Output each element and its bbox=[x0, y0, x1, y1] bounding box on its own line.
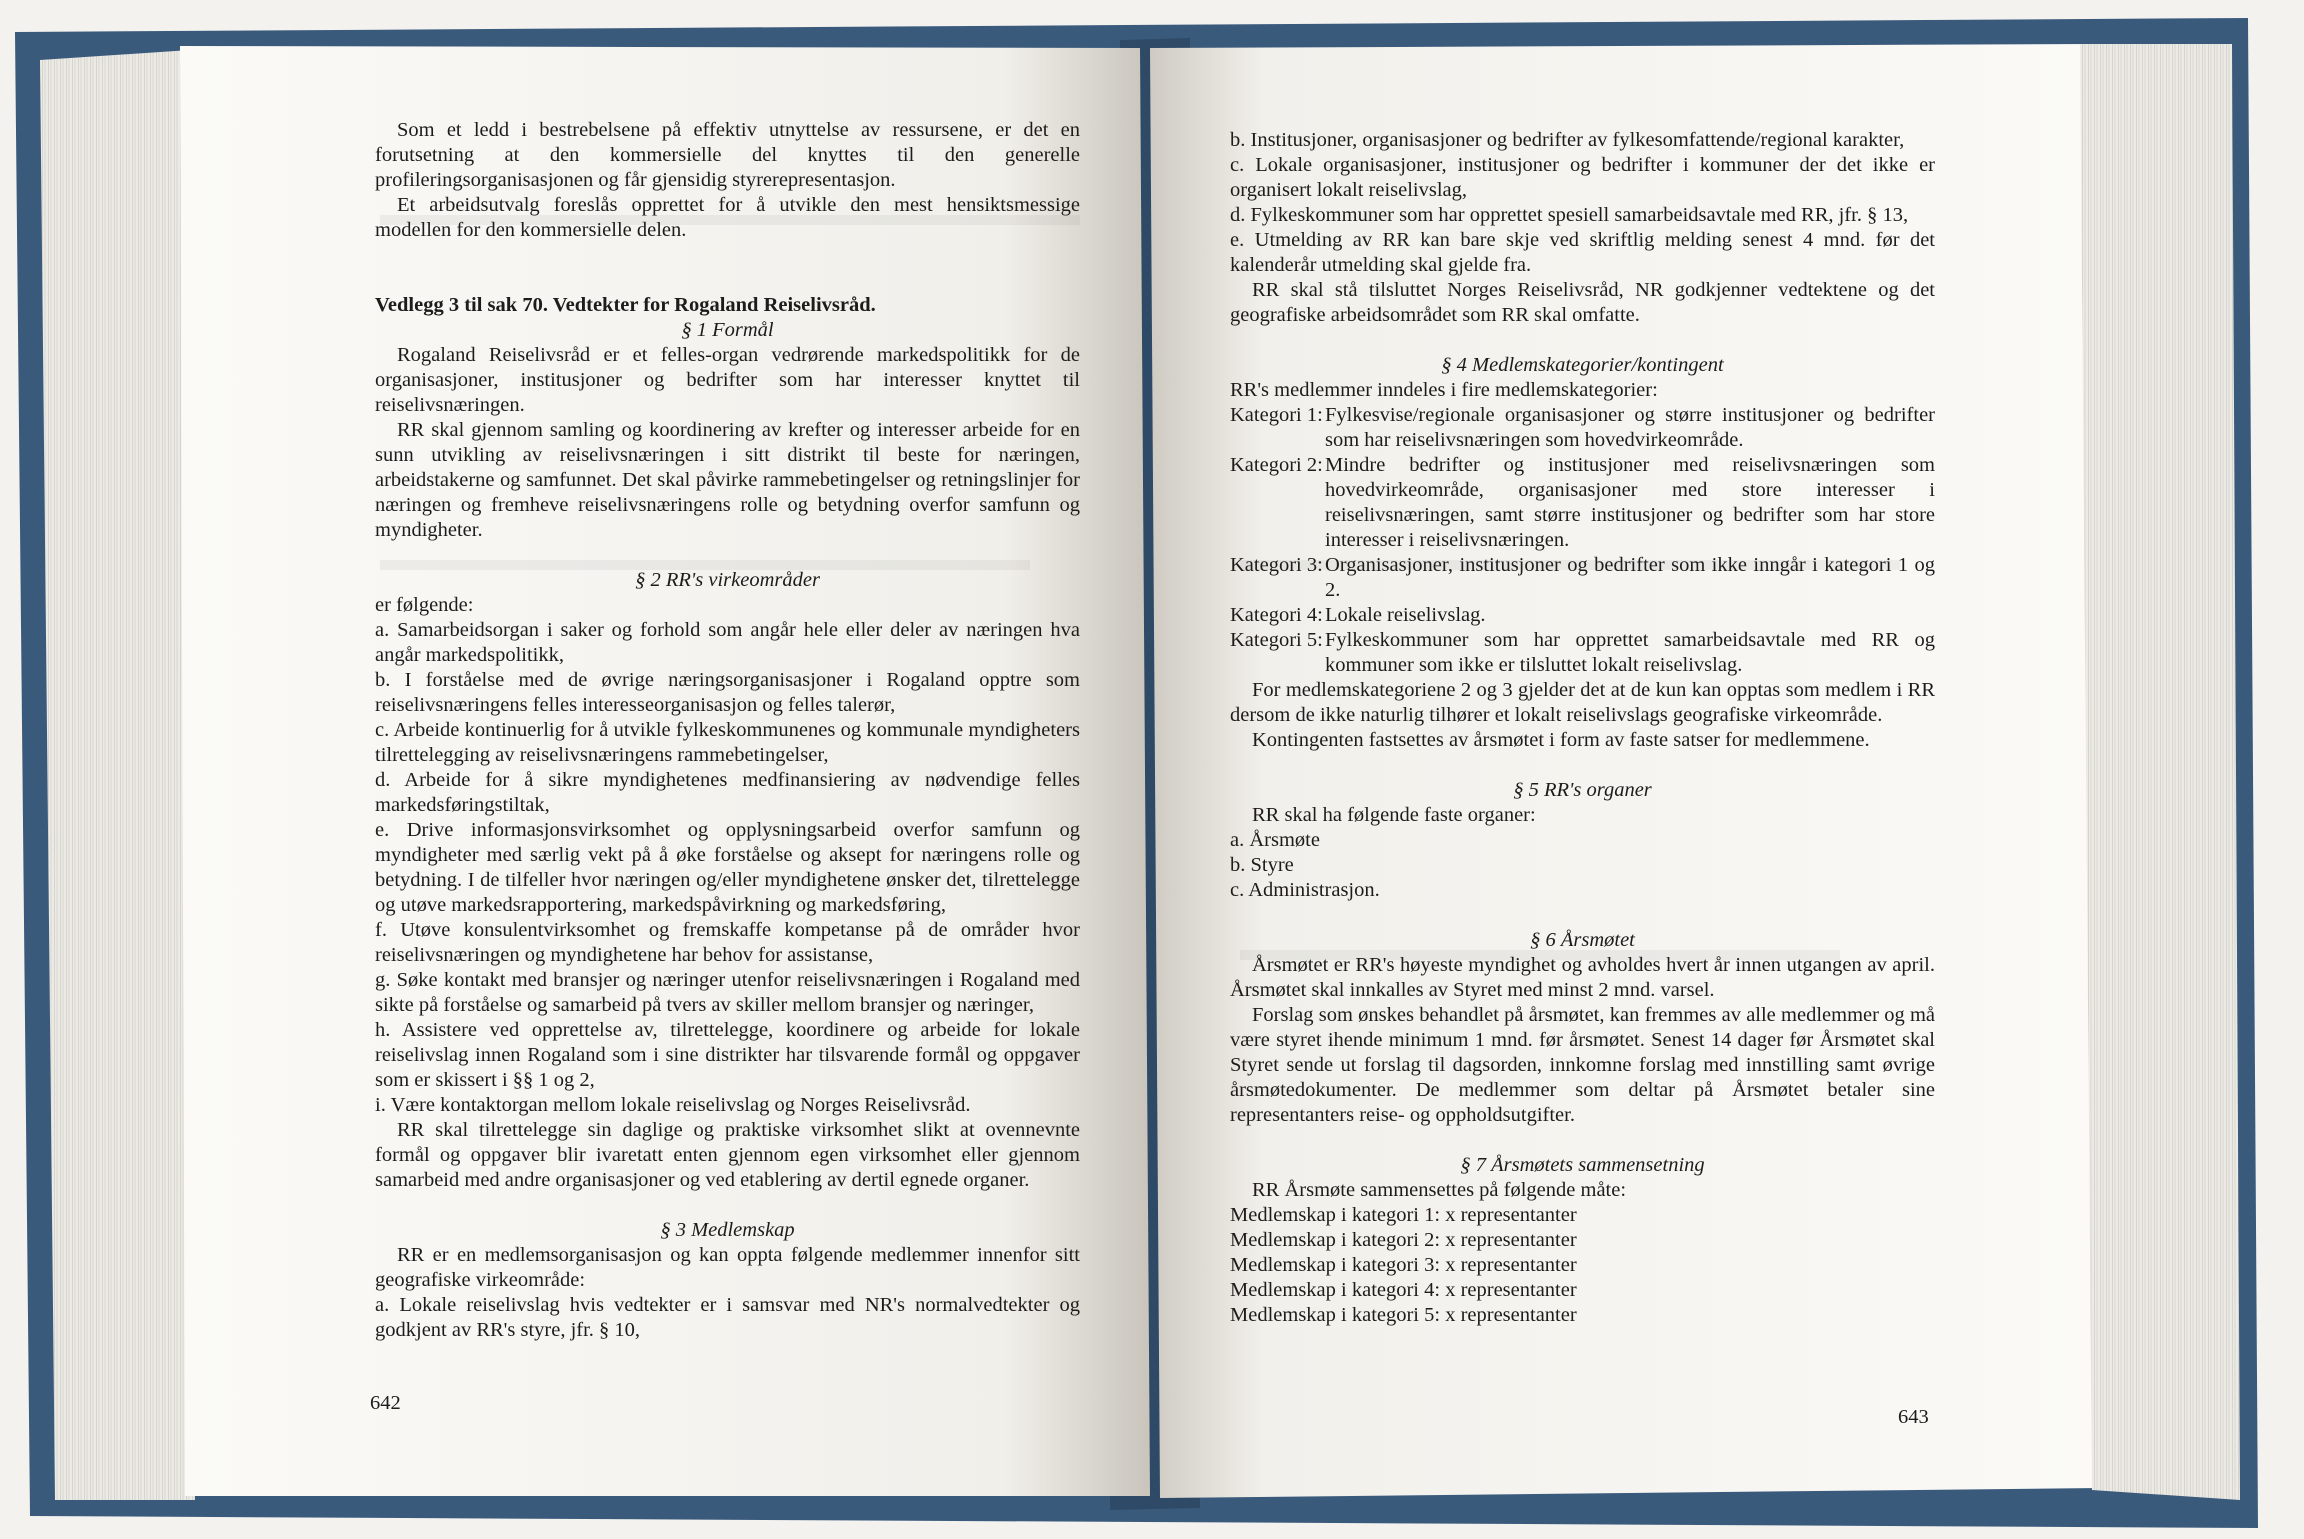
section-paragraph: Kontingenten fastsettes av årsmøtet i form av faste satser for medlemmene. bbox=[1252, 729, 1870, 751]
left-page bbox=[375, 118, 1080, 1343]
section-paragraph: RR skal stå tilsluttet Norges Reiselivsråd, NR godkjenner vedtektene og det geografiske arbeidsområdet som RR skal omfatte. bbox=[1230, 279, 1935, 326]
list-item: h. Assistere ved opprettelse av, tilrettelegge, koordinere og arbeide for lokale reiselivslag innen Rogaland som i sine distrikter har tilsvarende formål og oppgaver som er skissert i §§ 1 og 2, bbox=[375, 1019, 1080, 1091]
section-lead: er følgende: bbox=[375, 594, 474, 616]
category-row bbox=[1230, 603, 1935, 628]
list-item: Medlemskap i kategori 3: x representanter bbox=[1230, 1254, 1577, 1276]
section-lead: RR's medlemmer inndeles i fire medlemskategorier: bbox=[1230, 379, 1658, 401]
category-label: Kategori 5: bbox=[1230, 629, 1323, 651]
category-text: Lokale reiselivslag. bbox=[1325, 604, 1486, 626]
category-label: Kategori 4: bbox=[1230, 604, 1323, 626]
category-text: Fylkesvise/regionale organisasjoner og større institusjoner og bedrifter som har reiselivsnæringen som hovedvirkeområde. bbox=[1325, 404, 1935, 451]
page-number-left: 642 bbox=[370, 1392, 401, 1414]
section-title: § 4 Medlemskategorier/kontingent bbox=[1441, 354, 1724, 376]
category-row bbox=[1230, 453, 1935, 553]
list-item: e. Drive informasjonsvirksomhet og opplysningsarbeid overfor samfunn og myndigheter med særlig vekt på å øke forståelse og aksept for næringens rolle og betydning. I de tilfeller hvor næringen og/eller myndighetene ønsker det, tilrettelegge og utøve markedsrapportering, markedspåvirkning og markedsføring, bbox=[375, 819, 1080, 916]
list-item: a. Lokale reiselivslag hvis vedtekter er i samsvar med NR's normalvedtekter og godkjent av RR's styre, jfr. § 10, bbox=[375, 1294, 1080, 1341]
section-paragraph: Årsmøtet er RR's høyeste myndighet og avholdes hvert år innen utgangen av april. Årsmøtet skal innkalles av Styret med minst 2 mnd. varsel. bbox=[1230, 954, 1935, 1001]
appendix-heading: Vedlegg 3 til sak 70. Vedtekter for Rogaland Reiselivsråd. bbox=[375, 294, 876, 316]
section-title: § 7 Årsmøtets sammensetning bbox=[1460, 1154, 1705, 1176]
section-paragraph: RR skal tilrettelegge sin daglige og praktiske virksomhet slikt at ovennevnte formål og oppgaver blir ivaretatt enten gjennom egen virksomhet eller gjennom samarbeid med andre organisasjoner og ved etablering av dertil egnede organer. bbox=[375, 1119, 1080, 1191]
category-text: Mindre bedrifter og institusjoner med reiselivsnæringen som hovedvirkeområde, organisasjoner med store interesser i reiselivsnæringen, samt større institusjoner og bedrifter som har store interesser i reiselivsnæringen. bbox=[1325, 454, 1935, 551]
section-paragraph: Forslag som ønskes behandlet på årsmøtet, kan fremmes av alle medlemmer og må være styret ihende minimum 1 mnd. før årsmøtet. Senest 14 dager før Årsmøtet skal Styret sende ut forslag til dagsorden, innkomne forslag med innstilling samt øvrige årsmøtedokumenter. De medlemmer som deltar på Årsmøtet betaler sine representanters reise- og oppholdsutgifter. bbox=[1230, 1004, 1935, 1126]
list-item: a. Samarbeidsorgan i saker og forhold som angår hele eller deler av næringen hva angår markedspolitikk, bbox=[375, 619, 1080, 666]
section-lead: RR Årsmøte sammensettes på følgende måte: bbox=[1252, 1179, 1627, 1201]
list-item: c. Arbeide kontinuerlig for å utvikle fylkeskommunenes og kommunale myndigheters tilrettelegging av reiselivsnæringens rammebetingelser, bbox=[375, 719, 1080, 766]
list-item: b. Styre bbox=[1230, 854, 1294, 876]
category-label: Kategori 1: bbox=[1230, 404, 1323, 426]
category-label: Kategori 3: bbox=[1230, 554, 1323, 576]
section-paragraph: Rogaland Reiselivsråd er et felles-organ vedrørende markedspolitikk for de organisasjoner, institusjoner og bedrifter som har interesser knyttet til reiselivsnæringen. bbox=[375, 344, 1080, 416]
list-item: a. Årsmøte bbox=[1230, 829, 1320, 851]
section-title: § 1 Formål bbox=[681, 319, 774, 341]
intro-paragraph: Et arbeidsutvalg foreslås opprettet for å utvikle den mest hensiktsmessige modellen for den kommersielle delen. bbox=[375, 194, 1080, 241]
section-title: § 2 RR's virkeområder bbox=[635, 569, 820, 591]
list-item: e. Utmelding av RR kan bare skje ved skriftlig melding senest 4 mnd. før det kalenderår utmelding skal gjelde fra. bbox=[1230, 229, 1935, 276]
list-item: Medlemskap i kategori 5: x representanter bbox=[1230, 1304, 1577, 1326]
page-number-right: 643 bbox=[1898, 1406, 1929, 1428]
list-item: c. Lokale organisasjoner, institusjoner og bedrifter i kommuner der det ikke er organisert lokalt reiselivslag, bbox=[1230, 154, 1935, 201]
intro-paragraph: Som et ledd i bestrebelsene på effektiv utnyttelse av ressursene, er det en forutsetning at den kommersielle del knyttes til den generelle profileringsorganisasjonen og får gjensidig styrerepresentasjon. bbox=[375, 119, 1080, 191]
list-item: Medlemskap i kategori 2: x representanter bbox=[1230, 1229, 1577, 1251]
list-item: f. Utøve konsulentvirksomhet og fremskaffe kompetanse på de områder hvor reiselivsnæringen og myndighetene har behov for assistanse, bbox=[375, 919, 1080, 966]
list-item: b. I forståelse med de øvrige næringsorganisasjoner i Rogaland opptre som reiselivsnæringens felles interesseorganisasjon og felles talerør, bbox=[375, 669, 1080, 716]
list-item: d. Arbeide for å sikre myndighetenes medfinansiering av nødvendige felles markedsføringstiltak, bbox=[375, 769, 1080, 816]
section-paragraph: For medlemskategoriene 2 og 3 gjelder det at de kun kan opptas som medlem i RR dersom de ikke naturlig tilhører et lokalt reiselivslags geografiske virkeområde. bbox=[1230, 679, 1935, 726]
section-title: § 3 Medlemskap bbox=[660, 1219, 795, 1241]
section-paragraph: RR skal gjennom samling og koordinering av krefter og interesser arbeide for en sunn utvikling av reiselivsnæringen i sitt distrikt til beste for næringen, arbeidstakerne og samfunnet. Det skal påvirke rammebetingelser og retningslinjer for næringen og fremheve reiselivsnæringens rolle og betydning overfor samfunn og myndigheter. bbox=[375, 419, 1080, 541]
right-page bbox=[1230, 128, 1935, 1328]
category-text: Organisasjoner, institusjoner og bedrifter som ikke inngår i kategori 1 og 2. bbox=[1325, 554, 1935, 601]
category-label: Kategori 2: bbox=[1230, 454, 1323, 476]
section-title: § 6 Årsmøtet bbox=[1530, 929, 1635, 951]
list-item: Medlemskap i kategori 4: x representanter bbox=[1230, 1279, 1577, 1301]
section-paragraph: RR er en medlemsorganisasjon og kan oppta følgende medlemmer innenfor sitt geografiske virkeområde: bbox=[375, 1244, 1080, 1291]
category-row bbox=[1230, 628, 1935, 678]
list-item: Medlemskap i kategori 1: x representanter bbox=[1230, 1204, 1577, 1226]
list-item: b. Institusjoner, organisasjoner og bedrifter av fylkesomfattende/regional karakter, bbox=[1230, 129, 1905, 151]
section-title: § 5 RR's organer bbox=[1513, 779, 1652, 801]
list-item: i. Være kontaktorgan mellom lokale reiselivslag og Norges Reiselivsråd. bbox=[375, 1094, 971, 1116]
section-lead: RR skal ha følgende faste organer: bbox=[1252, 804, 1536, 826]
list-item: d. Fylkeskommuner som har opprettet spesiell samarbeidsavtale med RR, jfr. § 13, bbox=[1230, 204, 1909, 226]
category-row bbox=[1230, 403, 1935, 453]
list-item: c. Administrasjon. bbox=[1230, 879, 1380, 901]
list-item: g. Søke kontakt med bransjer og næringer utenfor reiselivsnæringen i Rogaland med sikte på forståelse og samarbeid på tvers av skiller mellom bransjer og næringer, bbox=[375, 969, 1080, 1016]
category-row bbox=[1230, 553, 1935, 603]
category-text: Fylkeskommuner som har opprettet samarbeidsavtale med RR og kommuner som ikke er tilsluttet lokalt reiselivslag. bbox=[1325, 629, 1935, 676]
